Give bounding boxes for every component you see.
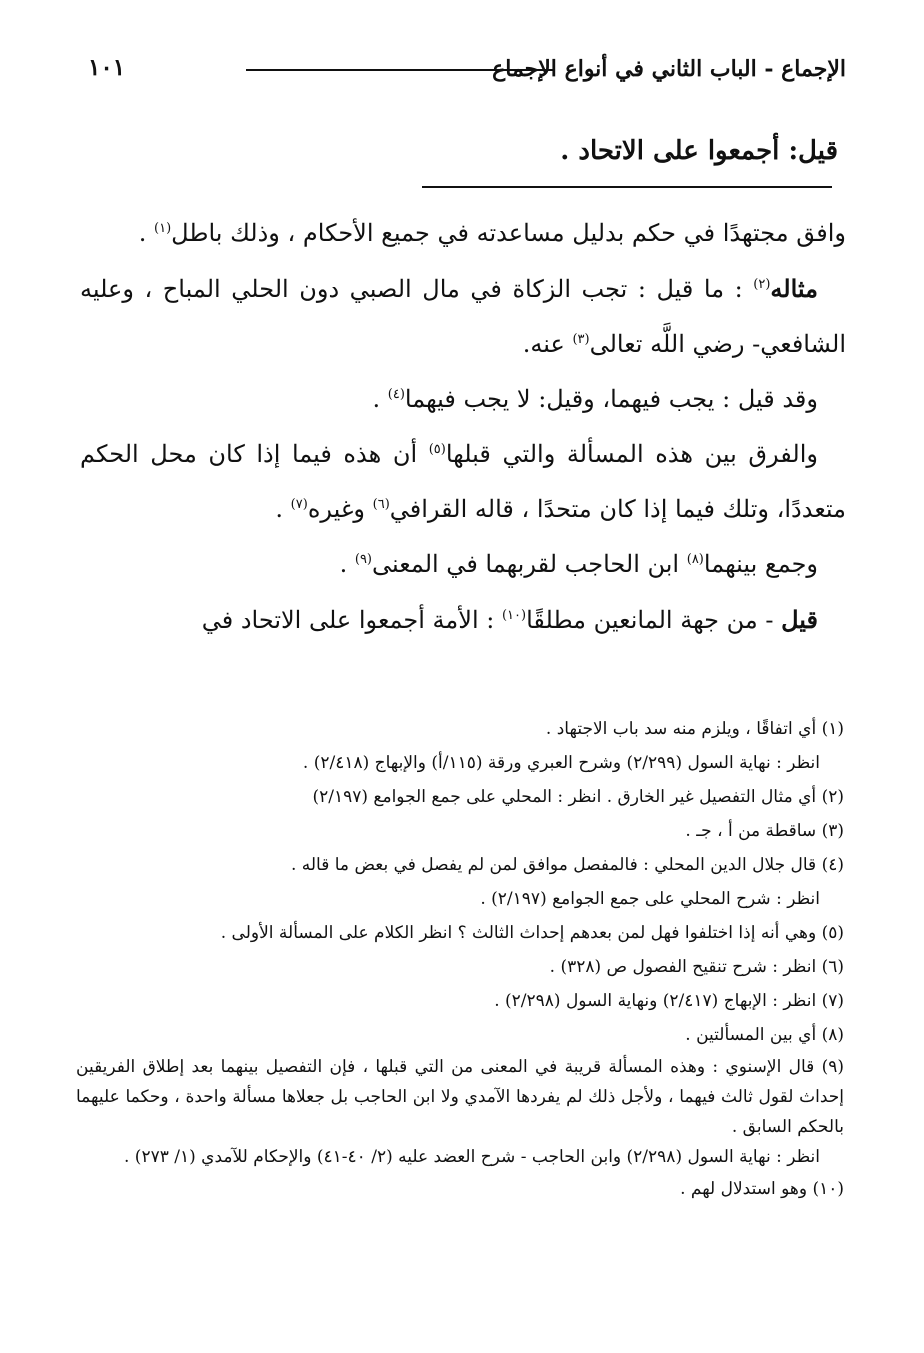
footnote-4 [76,848,844,882]
footnote-text: أي اتفاقًا ، ويلزم منه سد باب الاجتهاد . [545,719,817,739]
footnote-number: (٥) [821,923,844,943]
section-heading [560,136,838,166]
footnote-5 [76,916,844,950]
paragraph-3-text: وقد قيل : يجب فيهما، وقيل: لا يجب فيهما [404,385,818,413]
section-heading-rule [422,186,832,188]
paragraph-6-text-b: : الأمة أجمعوا على الاتحاد في [201,606,502,634]
footnote-number: (١٠) [812,1179,844,1199]
footnote-ref-2: (٢) [753,277,771,292]
footnote-text: قال الإسنوي : وهذه المسألة قريبة في المعنى من التي قبلها ، فإن التفصيل بينهما بعد إطلاق الفريقين إحداث لقول ثالث فيهما ، ولأجل ذلك لم يفردها الآمدي ولا ابن الحاجب بل جعلاها مسألة واحدة ، وحكما عليهما بالحكم السابق . [76,1057,844,1137]
footnote-number: (٤) [821,855,844,875]
paragraph-5-text-a: وجمع بينهما [703,550,818,578]
footnote-3 [76,814,844,848]
footnote-ref-10: (١٠) [501,608,527,623]
footnote-text: ساقطة من أ ، جـ . [685,821,817,841]
footnote-number: (٧) [821,991,844,1011]
running-head-rule [246,69,554,71]
paragraph-4-text-a: والفرق بين هذه المسألة والتي قبلها [445,440,818,468]
paragraph-2 [80,261,846,372]
paragraph-4-text-b: أن هذه فيما إذا كان محل الحكم متعددًا، وتلك فيما إذا كان متحدًا ، قاله القرافي [80,440,846,523]
paragraph-1-text: وافق مجتهدًا في حكم بدليل مساعدته في جميع الأحكام ، وذلك باطل [171,219,846,247]
footnote-text: أي مثال التفصيل غير الخارق . انظر : المحلي على جمع الجوامع (٢/١٩٧) [312,787,817,807]
footnote-ref-3: (٣) [572,332,590,347]
paragraph-6 [80,592,846,648]
footnote-number: (٢) [821,787,844,807]
footnote-1 [76,712,844,746]
footnote-9-reference [76,1142,844,1172]
paragraph-4-text-c: وغيره [307,495,373,523]
paragraph-5-text-b: ابن الحاجب لقربهما في المعنى [372,550,687,578]
footnote-1-reference [76,746,844,780]
footnote-text: قال جلال الدين المحلي : فالمفصل موافق لمن لم يفصل في بعض ما قاله . [290,855,817,875]
running-head-title: الإجماع - الباب الثاني في أنواع الإجماع [492,56,846,82]
footnote-7 [76,984,844,1018]
footnote-ref-7: (٧) [290,497,308,512]
footnote-number: (٩) [821,1057,844,1077]
section-heading-text: أجمعوا على الاتحاد . [560,136,780,166]
footnote-text: انظر : شرح تنقيح الفصول ص (٣٢٨) . [549,957,817,977]
footnote-text: أي بين المسألتين . [685,1025,817,1045]
footnote-number: (٣) [821,821,844,841]
footnote-6 [76,950,844,984]
footnote-text: وهي أنه إذا اختلفوا فهل لمن بعدهم إحداث الثالث ؟ انظر الكلام على المسألة الأولى . [220,923,817,943]
footnote-8 [76,1018,844,1052]
paragraph-3 [80,372,846,427]
paragraph-6-text-a: - من جهة المانعين مطلقًا [526,606,782,634]
footnotes [76,712,844,1206]
footnote-ref-1: (١) [154,221,172,236]
footnote-number: (٦) [821,957,844,977]
paragraph-1 [80,206,846,261]
footnote-text: انظر : الإبهاج (٢/٤١٧) ونهاية السول (٢/٢٩٨) . [494,991,817,1011]
footnote-text: انظر : نهاية السول (٢/٢٩٩) وشرح العبري ورقة (١١٥/أ) والإبهاج (٢/٤١٨) . [302,753,820,773]
main-text [80,206,846,648]
paragraph-4 [80,427,846,537]
paragraph-5 [80,537,846,592]
footnote-text: وهو استدلال لهم . [680,1179,808,1199]
footnote-number: (١) [821,719,844,739]
footnote-2 [76,780,844,814]
section-heading-label: قيل: [788,136,838,166]
footnote-9 [76,1052,844,1142]
footnote-4-reference [76,882,844,916]
footnote-ref-9: (٩) [354,552,372,567]
paragraph-2-text-b: عنه. [522,330,573,358]
paragraph-6-lead: قيل [781,605,818,634]
paragraph-2-lead: مثاله [770,274,818,303]
footnote-text: انظر : نهاية السول (٢/٢٩٨) وابن الحاجب - شرح العضد عليه (٢/ ٤٠-٤١) والإحكام للآمدي (١/ ٢٧٣) . [124,1147,820,1167]
page-number: ١٠١ [88,54,126,81]
running-head [78,50,846,90]
paragraph-3-tail: . [372,385,388,413]
footnote-ref-5: (٥) [428,442,446,457]
paragraph-1-tail: . [138,219,155,247]
footnote-text: انظر : شرح المحلي على جمع الجوامع (٢/١٩٧) . [480,889,820,909]
footnote-ref-8: (٨) [686,552,704,567]
paragraph-4-tail: . [275,495,291,523]
paragraph-5-tail: . [339,550,355,578]
footnote-ref-4: (٤) [387,387,405,402]
footnote-ref-6: (٦) [372,497,390,512]
footnote-10 [76,1172,844,1206]
footnote-number: (٨) [821,1025,844,1045]
paragraph-2-text-a: : ما قيل : تجب الزكاة في مال الصبي دون الحلي المباح ، وعليه الشافعي- رضي اللَّه تعالى [80,275,846,358]
